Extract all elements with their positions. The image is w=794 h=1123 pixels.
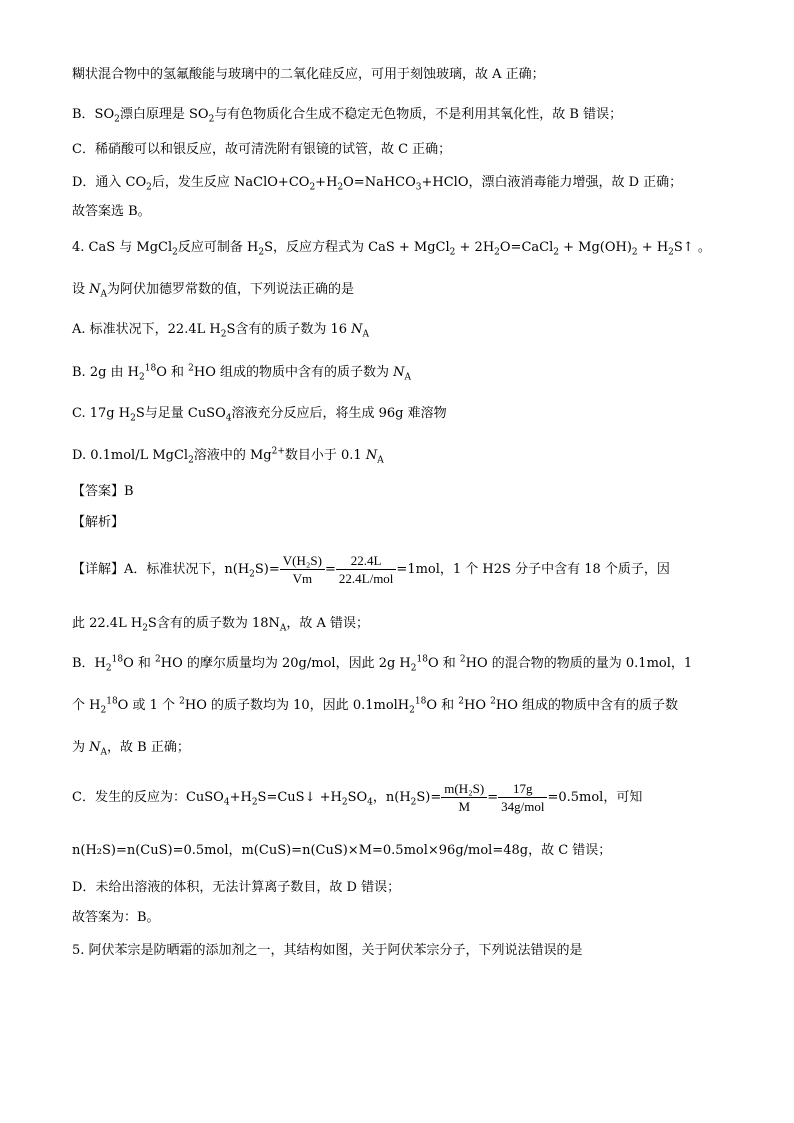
- question-5-stem: 5. 阿伏苯宗是防晒霜的添加剂之一，其结构如图，关于阿伏苯宗分子，下列说法错误的是: [72, 943, 583, 958]
- option-b: B. 2g 由 $H_2^{18}O$ 和 $^2$HO 组成的物质中含有的质子数为 $N_A$: [72, 363, 412, 383]
- detail-b-line-2: 个 $H_2^{18}O$ 或 1 个 $^2$HO 的质子数均为 10，因此 0.1molH$_2^{18}$O 和 $^2$HO $^2$HO 组成的物质中含有的质子数: [72, 696, 679, 716]
- detail-c-line-2: n(H₂S)=n(CuS)=0.5mol，m(CuS)=n(CuS)×M=0.5mol×96g/mol=48g，故 C 错误；: [72, 843, 612, 858]
- detail-b-line-1: B．$H_2^{18}O$ 和 $^2$HO 的摩尔质量均为 20g/mol，因此 2g $H_2^{18}O$ 和 $^2$HO 的混合物的物质的量为 0.1mol，1: [72, 654, 693, 674]
- prev-explanation-line-c: C．稀硝酸可以和银反应，故可清洗附有银镜的试管，故 C 正确；: [72, 142, 452, 157]
- question-4-na-line: 设 $N_A$为阿伏加德罗常数的值，下列说法正确的是: [72, 282, 355, 300]
- detail-a-line-1: 【详解】A．标准状况下，$n(H_2S)=$ $\frac{\text{V(H₂S)}}{Vm}$ = $\frac{22.4L}{\text{22.4L/mol}}$ =1mol，1 个 H2S 分子中含有 18 个质子，因: [72, 553, 670, 586]
- fraction-mass-values: $\frac{17g}{\text{34g/mol}}$: [498, 780, 547, 815]
- detail-a-line-2: 此 22.4L $H_2S$含有的质子数为 $18N_A$，故 A 错误；: [72, 616, 370, 634]
- prev-explanation-line-1: 糊状混合物中的氢氟酸能与玻璃中的二氧化硅反应，可用于刻蚀玻璃，故 A 正确；: [72, 67, 545, 82]
- option-d: D. 0.1mol/L MgCl$_2$溶液中的 $Mg^{2+}$数目小于 0.1 $N_A$: [72, 446, 384, 466]
- analysis-label: 【解析】: [72, 515, 125, 530]
- fraction-volume: $\frac{\text{V(H₂S)}}{Vm}$: [280, 552, 325, 587]
- prev-explanation-line-d: D．通入 $CO_2$后，发生反应 $NaClO+CO_2+H_2O=NaHCO_3+HClO$，漂白液消毒能力增强，故 D 正确；: [72, 175, 683, 193]
- detail-d-line: D．未给出溶液的体积，无法计算离子数目，故 D 错误；: [72, 880, 401, 895]
- prev-explanation-line-b: B．$SO_2$漂白原理是 $SO_2$与有色物质化合生成不稳定无色物质，不是利用其氧化性，故 B 错误；: [72, 107, 623, 125]
- question-4-stem: 4. CaS 与 MgCl$_2$反应可制备 $H_2S$，反应方程式为 CaS + MgCl$_2$ + $2H_2O=CaCl_2 + Mg(OH)_2$ + $H_2S↑$ 。: [72, 240, 711, 258]
- detail-c-line-1: C．发生的反应为：$CuSO_4+H_2S=CuS↓ +H_2SO_4$，$n(H_2S)=$ $\frac{\text{m(H₂S)}}{M}$ = $\frac{17g}{\text{34g/mol}}$ =0.5mol，可知: [72, 781, 643, 814]
- fraction-volume-values: $\frac{22.4L}{\text{22.4L/mol}}$: [336, 552, 397, 587]
- prev-conclusion: 故答案选 B。: [72, 204, 151, 219]
- answer-label: 【答案】B: [72, 484, 134, 499]
- fraction-mass: $\frac{\text{m(H₂S)}}{M}$: [441, 780, 487, 815]
- detail-b-line-3: 为 $N_A$，故 B 正确；: [72, 740, 190, 758]
- option-c: C. 17g $H_2S$与足量 CuSO$_4$溶液充分反应后，将生成 96g 难溶物: [72, 406, 447, 424]
- final-answer: 故答案为：B。: [72, 910, 160, 925]
- option-a: A. 标准状况下，22.4L $H_2S$含有的质子数为 16 $N_A$: [72, 322, 370, 340]
